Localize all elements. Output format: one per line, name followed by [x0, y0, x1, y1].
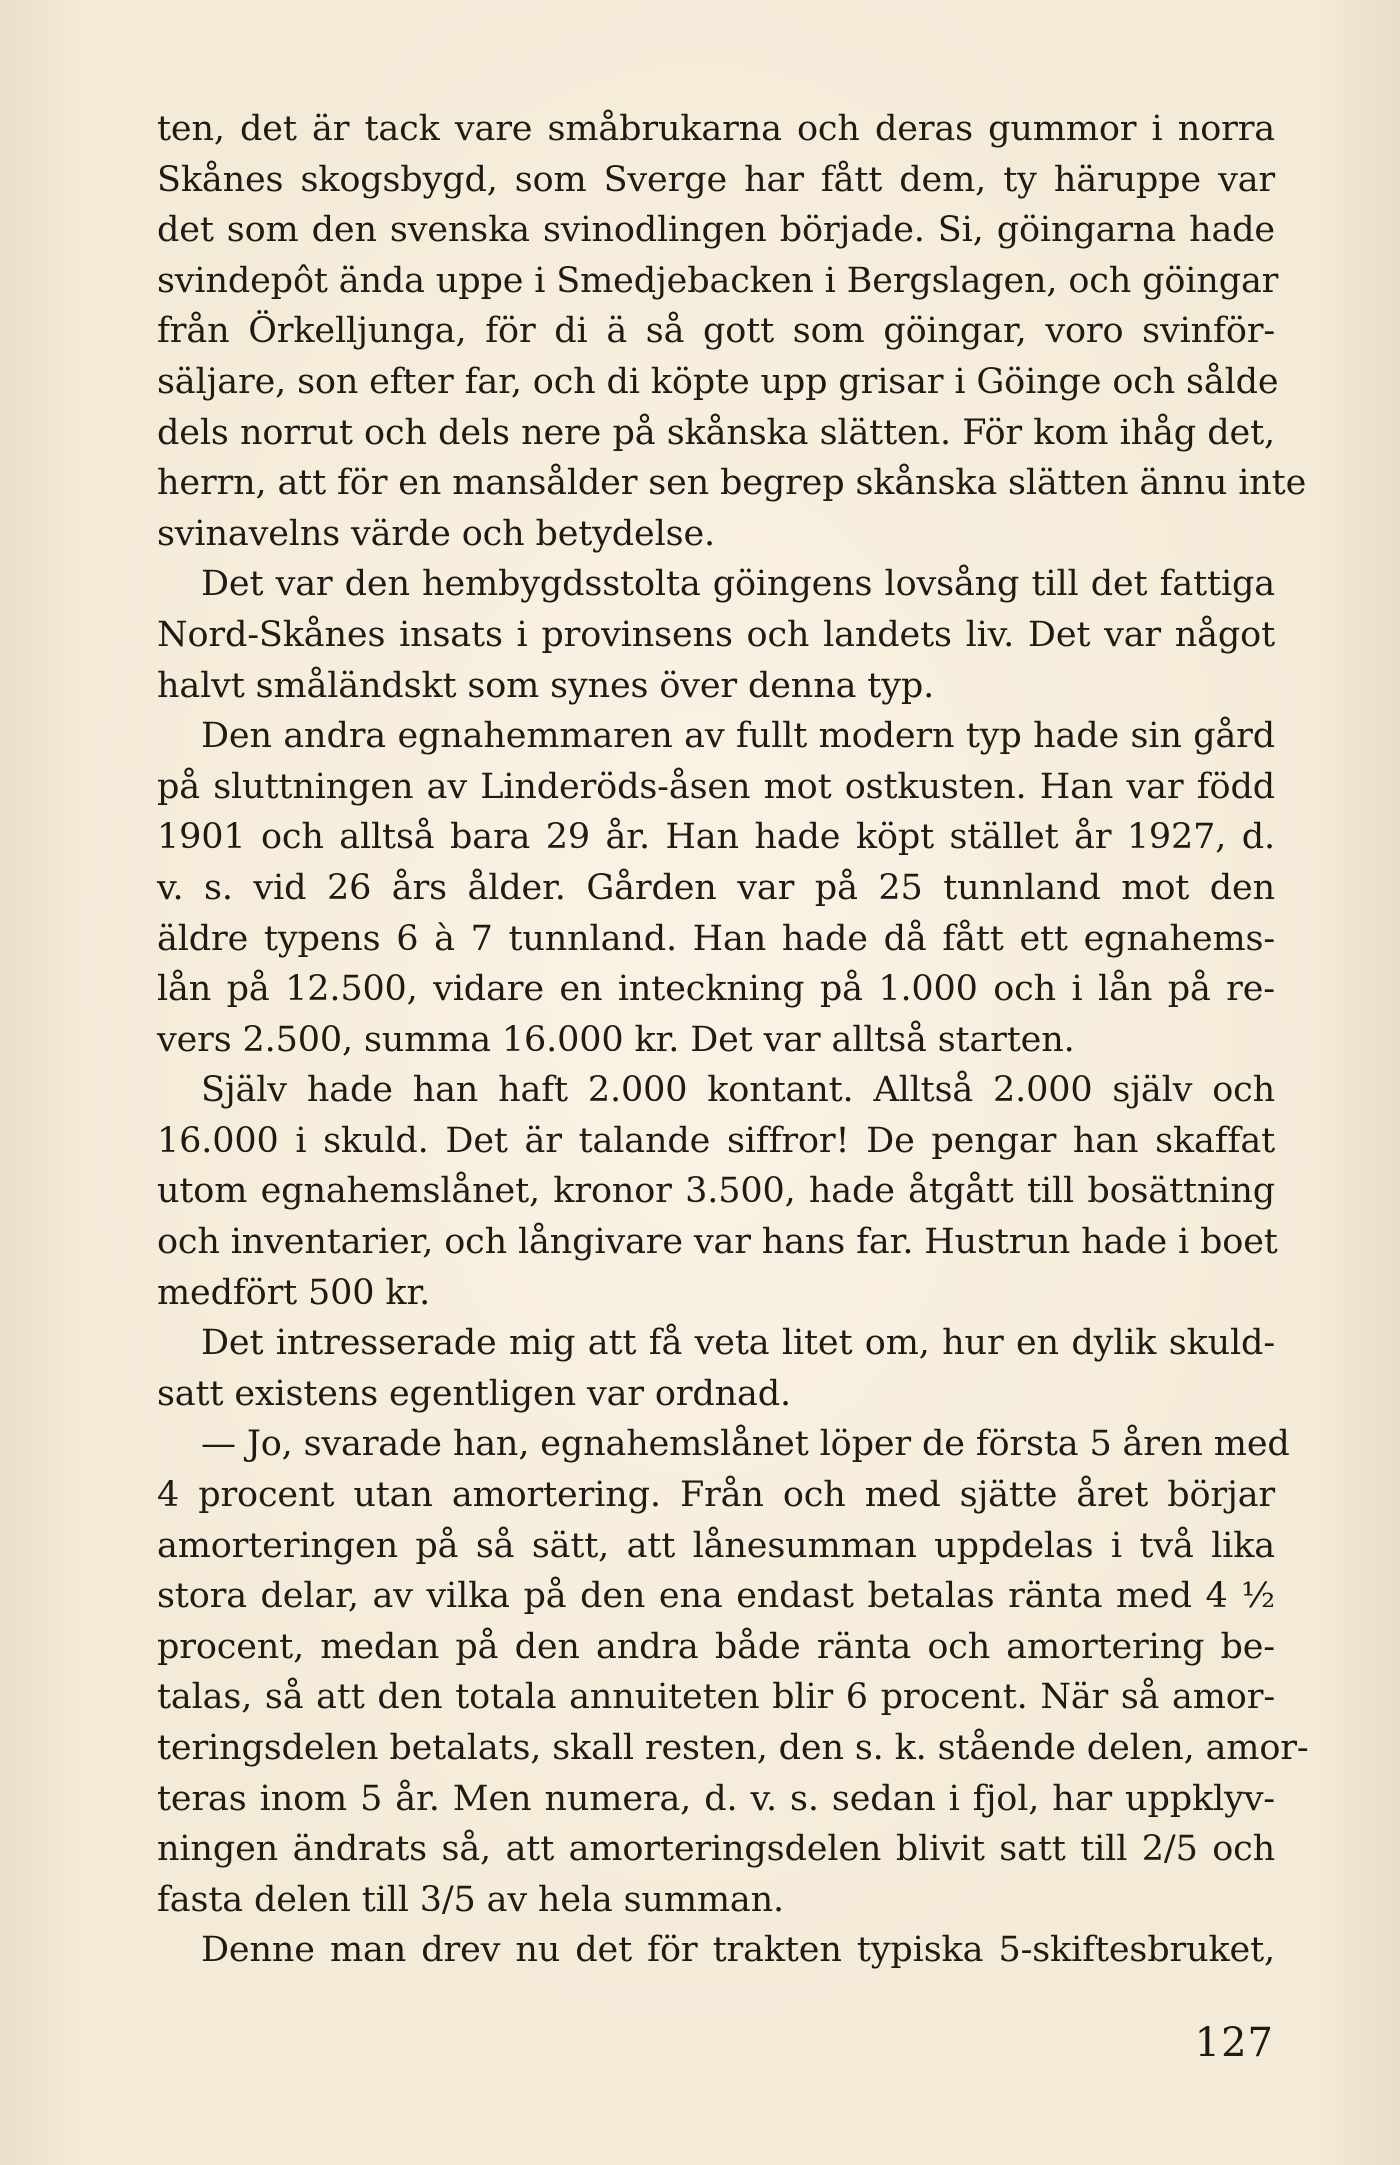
text-line: svinavelns värde och betydelse. — [157, 513, 716, 554]
text-line: ningen ändrats så, att amorteringsdelen blivit satt till 2/5 och — [157, 1829, 1275, 1870]
text-line: Skånes skogsbygd, som Sverge har fått dem, ty häruppe var — [157, 159, 1275, 200]
text-line: halvt småländskt som synes över denna typ. — [157, 665, 935, 706]
text-line: satt existens egentligen var ordnad. — [157, 1373, 791, 1414]
text-line: 16.000 i skuld. Det är talande siffror! De pengar han skaffat — [157, 1120, 1275, 1161]
text-line: stora delar, av vilka på den ena endast betalas ränta med 4 ½ — [157, 1576, 1275, 1617]
text-line: dels norrut och dels nere på skånska slätten. För kom ihåg det, — [157, 412, 1275, 453]
text-line: 1901 och alltså bara 29 år. Han hade köpt stället år 1927, d. — [157, 817, 1275, 858]
text-line: äldre typens 6 à 7 tunnland. Han hade då fått ett egnahems- — [157, 918, 1275, 959]
text-line: amorteringen på så sätt, att lånesumman uppdelas i två lika — [157, 1525, 1275, 1566]
paragraph-first-line: Det intresserade mig att få veta litet om, hur en dylik skuld- — [201, 1323, 1275, 1364]
paragraph-first-line: Det var den hembygdsstolta göingens lovsång till det fattiga — [201, 564, 1275, 605]
paragraph-first-line: Denne man drev nu det för trakten typiska 5-skiftesbruket, — [201, 1930, 1275, 1971]
page-number: 127 — [1194, 2020, 1274, 2066]
text-line: säljare, son efter far, och di köpte upp grisar i Göinge och sålde — [157, 361, 1279, 402]
paragraph-first-line: Själv hade han haft 2.000 kontant. Alltså 2.000 själv och — [201, 1070, 1275, 1111]
body-text — [157, 104, 1309, 1976]
text-line: det som den svenska svinodlingen började. Si, göingarna hade — [157, 210, 1275, 251]
text-line: utom egnahemslånet, kronor 3.500, hade åtgått till bosättning — [157, 1171, 1275, 1212]
text-line: lån på 12.500, vidare en inteckning på 1.000 och i lån på re- — [157, 969, 1275, 1010]
text-line: talas, så att den totala annuiteten blir 6 procent. När så amor- — [157, 1677, 1275, 1718]
text-line: från Örkelljunga, för di ä så gott som göingar, voro svinför- — [157, 311, 1275, 352]
text-line: medfört 500 kr. — [157, 1272, 431, 1313]
text-line: Nord-Skånes insats i provinsens och landets liv. Det var något — [157, 614, 1275, 655]
text-line: v. s. vid 26 års ålder. Gården var på 25 tunnland mot den — [157, 867, 1275, 908]
text-line: fasta delen till 3/5 av hela summan. — [157, 1879, 784, 1920]
text-line: procent, medan på den andra både ränta och amortering be- — [157, 1626, 1275, 1667]
text-line: och inventarier, och långivare var hans far. Hustrun hade i boet — [157, 1222, 1278, 1263]
text-line: på sluttningen av Linderöds-åsen mot ostkusten. Han var född — [157, 766, 1275, 807]
text-line: teras inom 5 år. Men numera, d. v. s. sedan i fjol, har uppklyv- — [157, 1778, 1275, 1819]
paragraph-first-line: — Jo, svarade han, egnahemslånet löper de första 5 åren med — [201, 1424, 1290, 1465]
text-line: svindepôt ända uppe i Smedjebacken i Bergslagen, och göingar — [157, 260, 1279, 301]
text-line: vers 2.500, summa 16.000 kr. Det var alltså starten. — [157, 1019, 1075, 1060]
text-line: ten, det är tack vare småbrukarna och deras gummor i norra — [157, 109, 1275, 149]
text-line: 4 procent utan amortering. Från och med sjätte året börjar — [157, 1475, 1275, 1516]
text-line: herrn, att för en mansålder sen begrep skånska slätten ännu inte — [157, 463, 1307, 504]
text-line: teringsdelen betalats, skall resten, den s. k. stående delen, amor- — [157, 1728, 1309, 1768]
paragraph-first-line: Den andra egnahemmaren av fullt modern typ hade sin gård — [201, 716, 1275, 757]
